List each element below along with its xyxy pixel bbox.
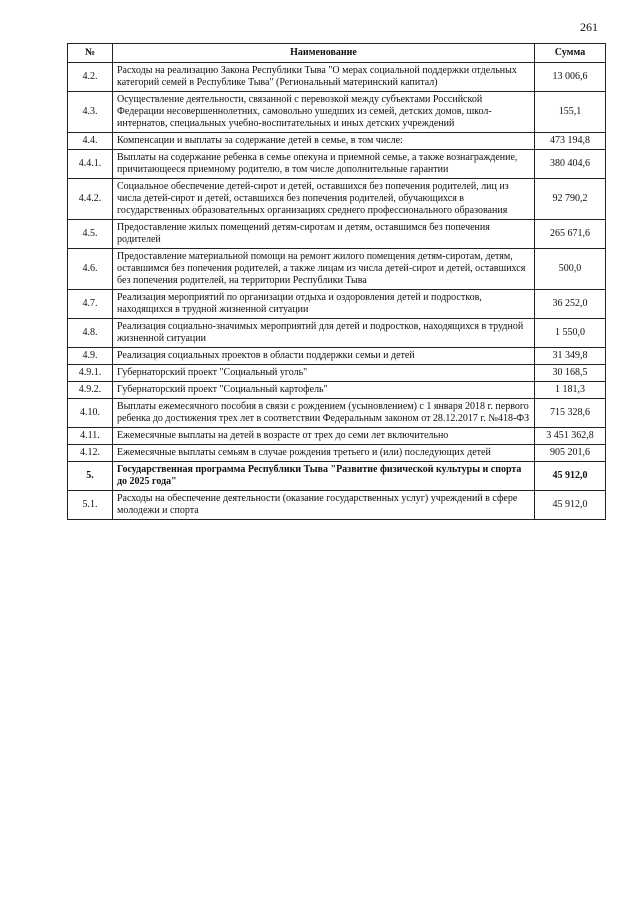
row-number: 4.6. [68, 249, 113, 290]
row-name: Ежемесячные выплаты семьям в случае рождения третьего и (или) последующих детей [113, 445, 535, 462]
row-name: Компенсации и выплаты за содержание детей в семье, в том числе: [113, 133, 535, 150]
row-number: 4.11. [68, 428, 113, 445]
header-amount: Сумма [535, 44, 606, 63]
row-number: 4.9.2. [68, 382, 113, 399]
row-amount: 31 349,8 [535, 348, 606, 365]
row-number: 4.9.1. [68, 365, 113, 382]
row-name: Ежемесячные выплаты на детей в возрасте от трех до семи лет включительно [113, 428, 535, 445]
header-num: № [68, 44, 113, 63]
table-row [68, 319, 606, 348]
row-amount: 30 168,5 [535, 365, 606, 382]
row-number: 4.4.1. [68, 150, 113, 179]
row-number: 4.4.2. [68, 179, 113, 220]
row-name: Выплаты на содержание ребенка в семье опекуна и приемной семье, а также вознаграждение, причитающееся приемному родителю, в том числе дополнительные гарантии [113, 150, 535, 179]
row-name: Государственная программа Республики Тыва "Развитие физической культуры и спорта до 2025 года" [113, 462, 535, 491]
row-amount: 3 451 362,8 [535, 428, 606, 445]
row-amount: 45 912,0 [535, 491, 606, 520]
table-row [68, 249, 606, 290]
table-row [68, 179, 606, 220]
table-row [68, 150, 606, 179]
row-amount: 13 006,6 [535, 63, 606, 92]
row-name: Губернаторский проект "Социальный картофель" [113, 382, 535, 399]
row-name: Выплаты ежемесячного пособия в связи с рождением (усыновлением) с 1 января 2018 г. первого ребенка до достижения трех лет в соответствии Федеральным законом от 28.12.2017 г. №418-ФЗ [113, 399, 535, 428]
table-row [68, 348, 606, 365]
row-name: Социальное обеспечение детей-сирот и детей, оставшихся без попечения родителей, лиц из числа детей-сирот и детей, оставшихся без попечения родителей, обучающихся в государственных образовательных организациях среднего профессионального образования [113, 179, 535, 220]
row-number: 4.10. [68, 399, 113, 428]
table-row [68, 133, 606, 150]
row-amount: 473 194,8 [535, 133, 606, 150]
row-amount: 905 201,6 [535, 445, 606, 462]
row-amount: 380 404,6 [535, 150, 606, 179]
row-amount: 36 252,0 [535, 290, 606, 319]
budget-table [67, 43, 606, 520]
row-amount: 500,0 [535, 249, 606, 290]
row-name: Предоставление жилых помещений детям-сиротам и детям, оставшимся без попечения родителей [113, 220, 535, 249]
table-body [68, 63, 606, 520]
row-number: 4.12. [68, 445, 113, 462]
row-number: 4.4. [68, 133, 113, 150]
page-number: 261 [580, 20, 598, 34]
row-number: 4.5. [68, 220, 113, 249]
row-amount: 715 328,6 [535, 399, 606, 428]
row-amount: 92 790,2 [535, 179, 606, 220]
row-amount: 1 181,3 [535, 382, 606, 399]
table-row [68, 399, 606, 428]
row-number: 5. [68, 462, 113, 491]
row-number: 4.9. [68, 348, 113, 365]
row-amount: 155,1 [535, 92, 606, 133]
row-name: Реализация социальных проектов в области поддержки семьи и детей [113, 348, 535, 365]
row-name: Предоставление материальной помощи на ремонт жилого помещения детям-сиротам, детям, оставшимся без попечения родителей, а также лицам из числа детей-сирот и детей, оставшихся без попечения родителей, на территории Республики Тыва [113, 249, 535, 290]
row-name: Губернаторский проект "Социальный уголь" [113, 365, 535, 382]
table-row [68, 462, 606, 491]
row-name: Расходы на обеспечение деятельности (оказание государственных услуг) учреждений в сфере молодежи и спорта [113, 491, 535, 520]
row-number: 5.1. [68, 491, 113, 520]
row-name: Расходы на реализацию Закона Республики Тыва "О мерах социальной поддержки отдельных категорий семей в Республике Тыва" (Региональный материнский капитал) [113, 63, 535, 92]
row-number: 4.3. [68, 92, 113, 133]
table-row [68, 290, 606, 319]
row-name: Реализация социально-значимых мероприятий для детей и подростков, находящихся в трудной жизненной ситуации [113, 319, 535, 348]
table-row [68, 445, 606, 462]
table-header-row [68, 44, 606, 63]
row-amount: 265 671,6 [535, 220, 606, 249]
row-name: Осуществление деятельности, связанной с перевозкой между субъектами Российской Федерации несовершеннолетних, самовольно ушедших из семей, детских домов, школ-интернатов, специальных учебно-воспитательных и иных детских учреждений [113, 92, 535, 133]
header-name: Наименование [113, 44, 535, 63]
row-amount: 1 550,0 [535, 319, 606, 348]
row-number: 4.2. [68, 63, 113, 92]
table-row [68, 220, 606, 249]
table-row [68, 428, 606, 445]
table-row [68, 92, 606, 133]
table-row [68, 491, 606, 520]
table-row [68, 365, 606, 382]
row-name: Реализация мероприятий по организации отдыха и оздоровления детей и подростков, находящихся в трудной жизненной ситуации [113, 290, 535, 319]
row-number: 4.7. [68, 290, 113, 319]
row-number: 4.8. [68, 319, 113, 348]
table-row [68, 63, 606, 92]
table-row [68, 382, 606, 399]
row-amount: 45 912,0 [535, 462, 606, 491]
